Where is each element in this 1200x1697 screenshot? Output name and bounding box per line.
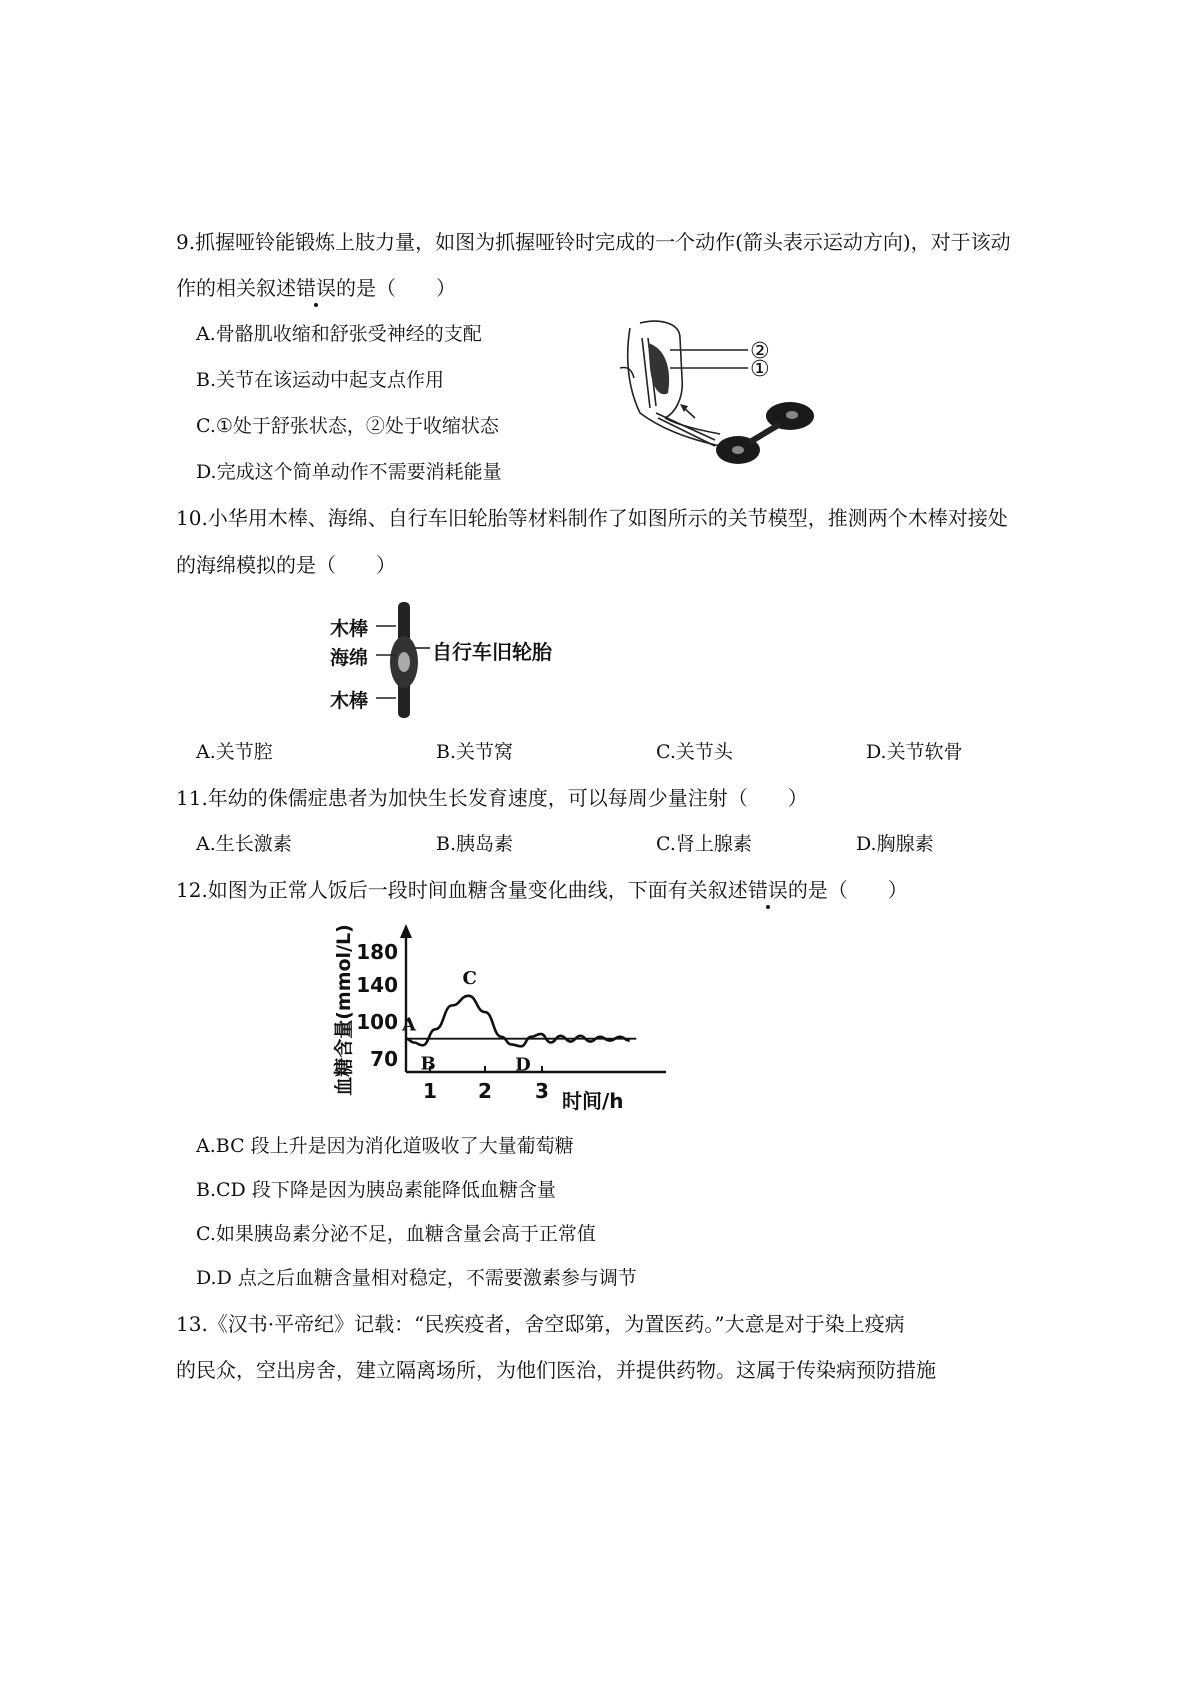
q10-option-b: B.关节窝 [436, 741, 514, 763]
label-bottom-stick: 木棒 [330, 690, 369, 712]
q12-emphasis: 错误 [747, 878, 788, 902]
q9-option-b: B.关节在该运动中起支点作用 [196, 369, 445, 391]
q9-option-d: D.完成这个简单动作不需要消耗能量 [196, 461, 502, 483]
blood-glucose-chart [330, 922, 680, 1122]
q12-option-c: C.如果胰岛素分泌不足，血糖含量会高于正常值 [196, 1223, 596, 1245]
point-label-b: B [420, 1053, 436, 1075]
q11-option-c: C.肾上腺素 [656, 833, 752, 855]
biceps-muscle [648, 343, 669, 394]
arm-dumbbell-figure [620, 318, 830, 478]
y-tick-label: 70 [370, 1047, 398, 1071]
q10-option-a: A.关节腔 [196, 741, 273, 763]
q10-line2: 的海绵模拟的是（ ） [176, 553, 396, 577]
q9-line2-pre: 作的相关叙述 [176, 276, 296, 300]
point-label-a: A [402, 1014, 416, 1036]
point-label-c: C [462, 967, 477, 989]
q10-option-c: C.关节头 [656, 741, 733, 763]
q9-line2 [176, 276, 456, 300]
x-tick-label: 2 [478, 1079, 492, 1103]
figure-label-1: ① [750, 357, 770, 382]
y-axis-arrow [400, 924, 412, 938]
q12-line1 [176, 878, 908, 902]
q11-option-b: B.胰岛素 [436, 833, 514, 855]
x-axis-label: 时间/h [562, 1089, 624, 1113]
q12-line1-pre: 12.如图为正常人饭后一段时间血糖含量变化曲线，下面有关叙述 [176, 878, 748, 902]
q9-line1: 9.抓握哑铃能锻炼上肢力量，如图为抓握哑铃时完成的一个动作(箭头表示运动方向)，对于该动 [176, 230, 1011, 254]
q13-line2: 的民众，空出房舍，建立隔离场所，为他们医治，并提供药物。这属于传染病预防措施 [176, 1358, 936, 1382]
label-sponge: 海绵 [330, 647, 369, 669]
q10-option-d: D.关节软骨 [866, 741, 963, 763]
joint-model-figure [330, 600, 590, 720]
q11-option-d: D.胸腺素 [856, 833, 934, 855]
x-tick-label: 3 [535, 1079, 549, 1103]
q11-option-a: A.生长激素 [196, 833, 292, 855]
figure-label-2: ② [750, 339, 770, 364]
q9-option-a: A.骨骼肌收缩和舒张受神经的支配 [196, 323, 482, 345]
q9-emphasis: 错误 [296, 276, 336, 300]
y-tick-label: 100 [356, 1010, 398, 1034]
y-tick-label: 140 [356, 973, 398, 997]
label-top-stick: 木棒 [330, 618, 369, 640]
q12-option-b: B.CD 段下降是因为胰岛素能降低血糖含量 [196, 1179, 556, 1201]
q9-option-c: C.①处于舒张状态，②处于收缩状态 [196, 415, 499, 437]
q12-option-d: D.D 点之后血糖含量相对稳定，不需要激素参与调节 [196, 1267, 637, 1289]
y-axis-label: 血糖含量(mmol/L) [333, 924, 355, 1096]
q9-line2-post: 的是（ ） [336, 276, 456, 300]
q12-option-a: A.BC 段上升是因为消化道吸收了大量葡萄糖 [196, 1135, 574, 1157]
x-tick-label: 1 [423, 1079, 437, 1103]
q12-line1-post: 的是（ ） [787, 878, 908, 902]
point-label-d: D [515, 1054, 531, 1076]
label-tire: 自行车旧轮胎 [432, 640, 552, 664]
q11-line1: 11.年幼的侏儒症患者为加快生长发育速度，可以每周少量注射（ ） [176, 786, 808, 810]
y-tick-label: 180 [356, 940, 398, 964]
q13-line1: 13.《汉书·平帝纪》记载：“民疾疫者，舍空邸第，为置医药。”大意是对于染上疫病 [176, 1312, 905, 1336]
q10-line1: 10.小华用木棒、海绵、自行车旧轮胎等材料制作了如图所示的关节模型，推测两个木棒对接处 [176, 506, 1008, 530]
